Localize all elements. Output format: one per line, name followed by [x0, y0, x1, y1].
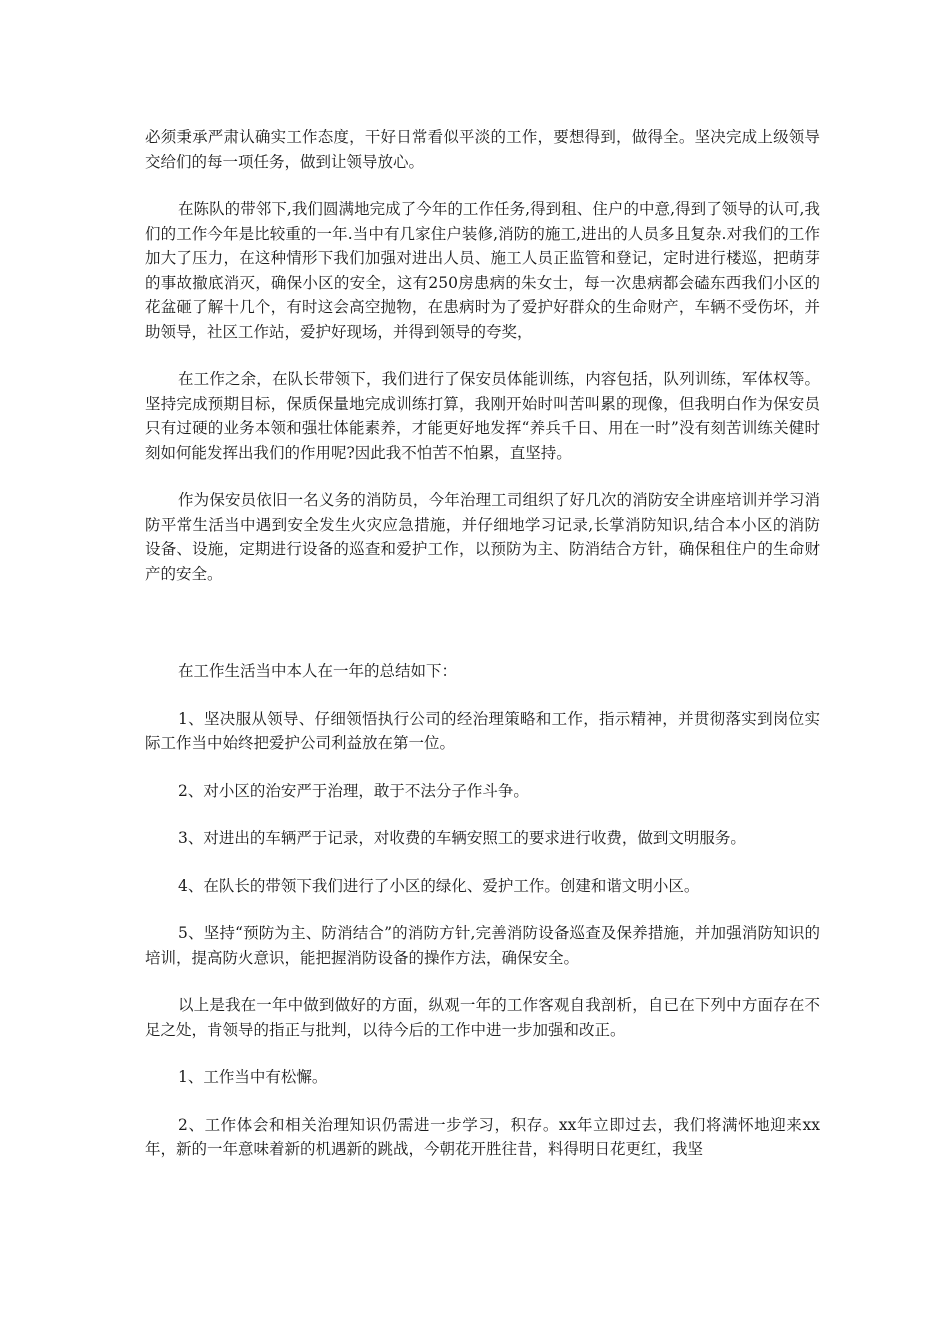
list-item-vehicle-records: 3、对进出的车辆严于记录，对收费的车辆安照工的要求进行收费，做到文明服务。 — [178, 829, 746, 847]
list-item-fire-prevention: 5、坚持“预防为主、防消结合”的消防方针,完善消防设备巡查及保养措施，并加强消防知识的培训，提高防火意识，能把握消防设备的操作方法，确保安全。 — [145, 924, 820, 967]
paragraph-summary-intro: 在工作生活当中本人在一年的总结如下： — [178, 662, 458, 680]
section-gap — [145, 609, 820, 659]
paragraph-fire-safety: 作为保安员依旧一名义务的消防员，今年治理工司组织了好几次的消防安全讲座培训并学习消防平常生活当中遇到安全发生火灾应急措施，并仔细地学习记录,长掌消防知识,结合本小区的消防设备、设施，定期进行设备的巡查和爱护工作，以预防为主、防消结合方针，确保租住户的生命财产的安全。 — [145, 491, 820, 583]
list-item-security-management: 2、对小区的治安严于治理，敢于不法分子作斗争。 — [178, 781, 529, 800]
paragraph-continuation: 必须秉承严肃认确实工作态度，干好日常看似平淡的工作，要想得到，做得全。坚决完成上级领导交给们的每一项任务，做到让领导放心。 — [145, 128, 820, 171]
list-item-greening: 4、在队长的带领下我们进行了小区的绿化、爱护工作。创建和谐文明小区。 — [178, 876, 700, 895]
list-item-slackness: 1、工作当中有松懈。 — [178, 1068, 328, 1086]
paragraph-self-review: 以上是我在一年中做到做好的方面，纵观一年的工作客观自我剖析，自已在下列中方面存在不足之处，肯领导的指正与批判，以待今后的工作中进一步加强和改正。 — [145, 996, 820, 1039]
paragraph-training: 在工作之余，在队长带领下，我们进行了保安员体能训练，内容包括，队列训练，军体权等。坚持完成预期目标，保质保量地完成训练打算，我刚开始时叫苦叫累的现像，但我明白作为保安员只有过硬的业务本领和强壮体能素养，才能更好地发挥“养兵千日、用在一时”没有刻苦训练关健时刻如何能发挥出我们的作用呢?因此我不怕苦不怕累，直坚持。 — [145, 370, 820, 462]
list-item-obey-leadership: 1、坚决服从领导、仔细领悟执行公司的经治理策略和工作，指示精神，并贯彻落实到岗位实际工作当中始终把爱护公司利益放在第一位。 — [145, 709, 820, 752]
paragraph-team-work: 在陈队的带邻下,我们圆满地完成了今年的工作任务,得到租、住户的中意,得到了领导的认可,我们的工作今年是比较重的一年.当中有几家住户装修,消防的施工,进出的人员多且复杂.对我们的工作加大了压力，在这种情形下我们加强对进出人员、施工人员正监管和登记，定时进行楼巡，把萌芽的事故撤底消灭，确保小区的安全，这有250房患病的朱女士，每一次患病都会磕东西我们小区的花盆砸了解十几个，有时这会高空抛物，在患病时为了爱护好群众的生命财产，车辆不受伤坏，并 助领导，社区工作站，爱护好现场，并得到领导的夸奖， — [145, 200, 820, 341]
document-body — [145, 125, 820, 1185]
list-item-further-study: 2、工作体会和相关治理知识仍需进一步学习，积存。xx年立即过去，我们将满怀地迎来xx年，新的一年意味着新的机遇新的跳战，今朝花开胜往昔，料得明日花更红，我坚 — [145, 1115, 820, 1158]
